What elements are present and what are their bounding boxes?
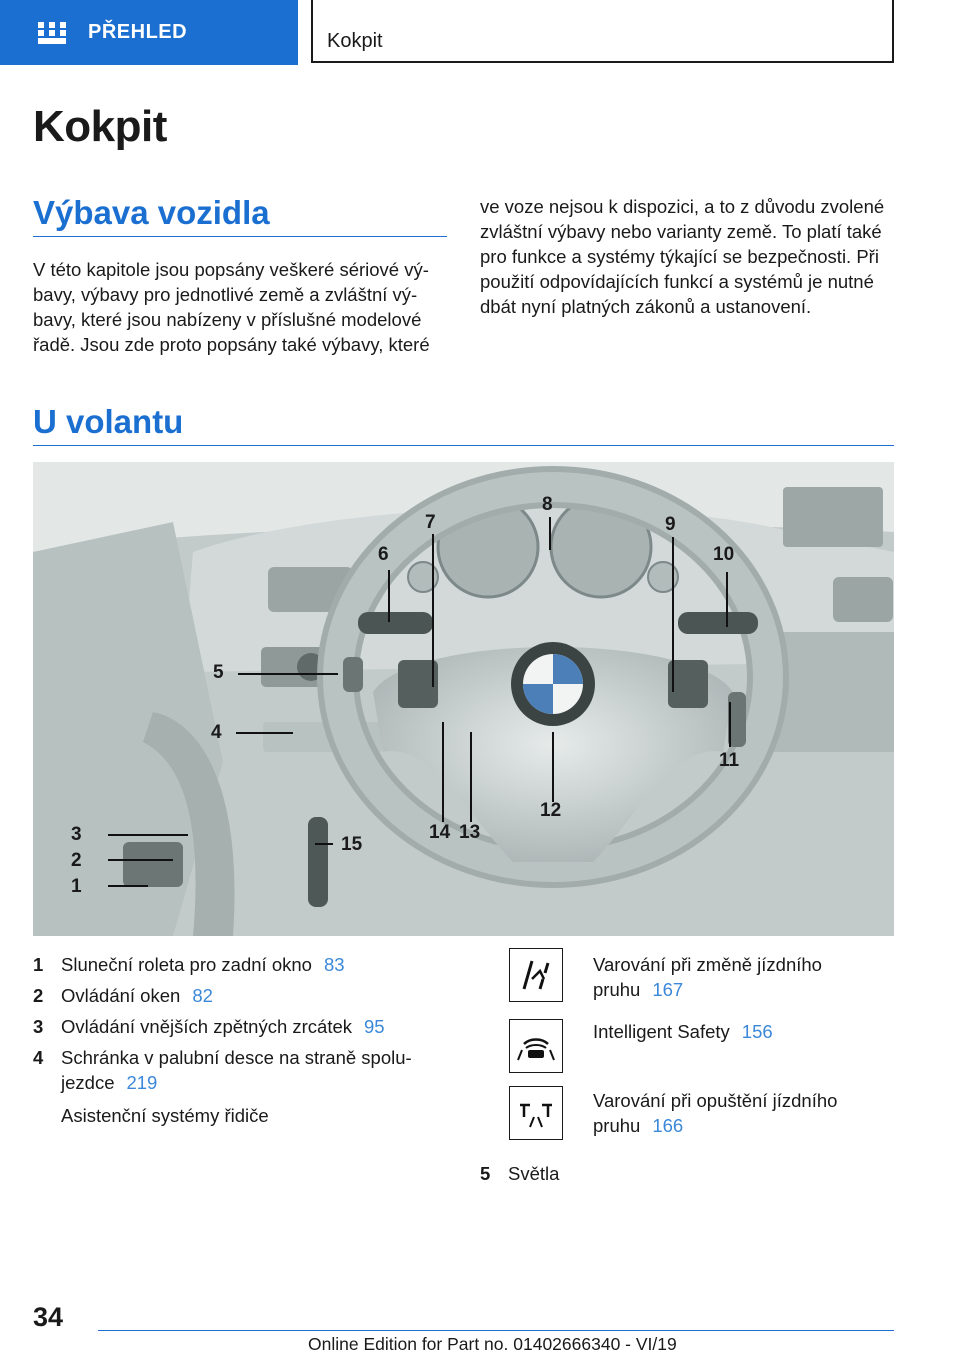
text-line: V této kapitole jsou popsány veškeré sériové vý‐: [33, 259, 429, 280]
legend-text: Ovládání oken: [61, 985, 181, 1006]
legend-number: 4: [33, 1047, 44, 1068]
callout-1: 1: [71, 876, 82, 897]
callout-4: 4: [211, 722, 222, 743]
legend-number: 5: [480, 1163, 491, 1184]
callout-7: 7: [425, 512, 436, 533]
legend-text: jezdce: [61, 1072, 115, 1093]
section-heading-u-volantu: U volantu: [33, 403, 184, 440]
text-line: dbát nyní platných zákonů a ustanovení.: [480, 296, 812, 317]
legend-item: [593, 1019, 773, 1044]
callout-12: 12: [540, 800, 562, 821]
section-tab-label: PŘEHLED: [88, 21, 188, 43]
page-title: Kokpit: [33, 102, 167, 151]
legend-text: Schránka v palubní desce na straně spolu‐: [61, 1047, 412, 1068]
section-rule: [33, 445, 894, 446]
text-line: bavy, výbavy pro jednotlivé země a zvláštní vý‐: [33, 284, 418, 305]
cockpit-drawing: [33, 462, 894, 936]
legend-text: Asistenční systémy řidiče: [61, 1105, 269, 1126]
lane-change-warning-icon: [509, 948, 563, 1002]
section-heading-vybava: Výbava vozidla: [33, 194, 270, 231]
callout-6: 6: [378, 544, 389, 565]
text-line: ve voze nejsou k dispozici, a to z důvodu zvolené: [480, 196, 885, 217]
legend-text: pruhu: [593, 1115, 641, 1136]
callout-14: 14: [429, 822, 451, 843]
edition-footer: Online Edition for Part no. 01402666340 - VI/19: [308, 1334, 677, 1354]
callout-13: 13: [459, 822, 481, 843]
callout-11: 11: [719, 750, 740, 771]
legend-number: 1: [33, 954, 44, 975]
callout-9: 9: [665, 514, 676, 535]
lane-departure-warning-icon: [509, 1086, 563, 1140]
callout-10: 10: [713, 544, 735, 565]
legend-text: Varování při změně jízdního: [593, 954, 822, 975]
page-link[interactable]: 219: [126, 1072, 158, 1093]
text-line: použití odpovídajících funkcí a systémů je nutné: [480, 271, 874, 292]
callout-2: 2: [71, 850, 82, 871]
section-rule: [33, 236, 447, 237]
intro-paragraph-left: [33, 257, 430, 357]
cockpit-illustration: [33, 462, 894, 936]
page-link[interactable]: 95: [364, 1016, 385, 1037]
page-link[interactable]: 83: [323, 954, 345, 975]
legend-text: Ovládání vnějších zpětných zrcátek: [61, 1016, 353, 1037]
page-link[interactable]: 166: [652, 1115, 684, 1136]
legend-text: Sluneční roleta pro zadní okno: [61, 954, 312, 975]
callout-15: 15: [341, 834, 363, 855]
callout-5: 5: [213, 662, 224, 683]
text-line: řadě. Jsou zde proto popsány také výbavy, které: [33, 334, 430, 355]
legend-text: Varování při opuštění jízdního: [593, 1090, 838, 1111]
legend-text: pruhu: [593, 979, 641, 1000]
legend-item: [593, 1088, 837, 1138]
callout-3: 3: [71, 824, 82, 845]
page-number: 34: [33, 1302, 64, 1332]
text-line: bavy, které jsou nabízeny v příslušné modelové: [33, 309, 422, 330]
section-tab-prehled[interactable]: [0, 0, 298, 65]
text-line: zvláštní výbavy nebo varianty země. To platí také: [480, 221, 882, 242]
legend-text: Světla: [508, 1163, 560, 1184]
legend-item: [593, 952, 822, 1002]
callout-8: 8: [542, 494, 553, 515]
legend-text: Intelligent Safety: [593, 1021, 730, 1042]
breadcrumb-label: Kokpit: [327, 30, 383, 52]
text-line: pro funkce a systémy týkající se bezpečnosti. Při: [480, 246, 879, 267]
breadcrumb[interactable]: [311, 0, 894, 63]
intelligent-safety-icon: [509, 1019, 563, 1073]
page-link[interactable]: 156: [741, 1021, 773, 1042]
intro-paragraph-right: [480, 194, 884, 319]
footer-rule: [98, 1330, 894, 1331]
page-link[interactable]: 82: [192, 985, 213, 1006]
page-link[interactable]: 167: [652, 979, 684, 1000]
grid-menu-icon: [38, 22, 66, 44]
legend-number: 2: [33, 985, 44, 1006]
legend-number: 3: [33, 1016, 44, 1037]
